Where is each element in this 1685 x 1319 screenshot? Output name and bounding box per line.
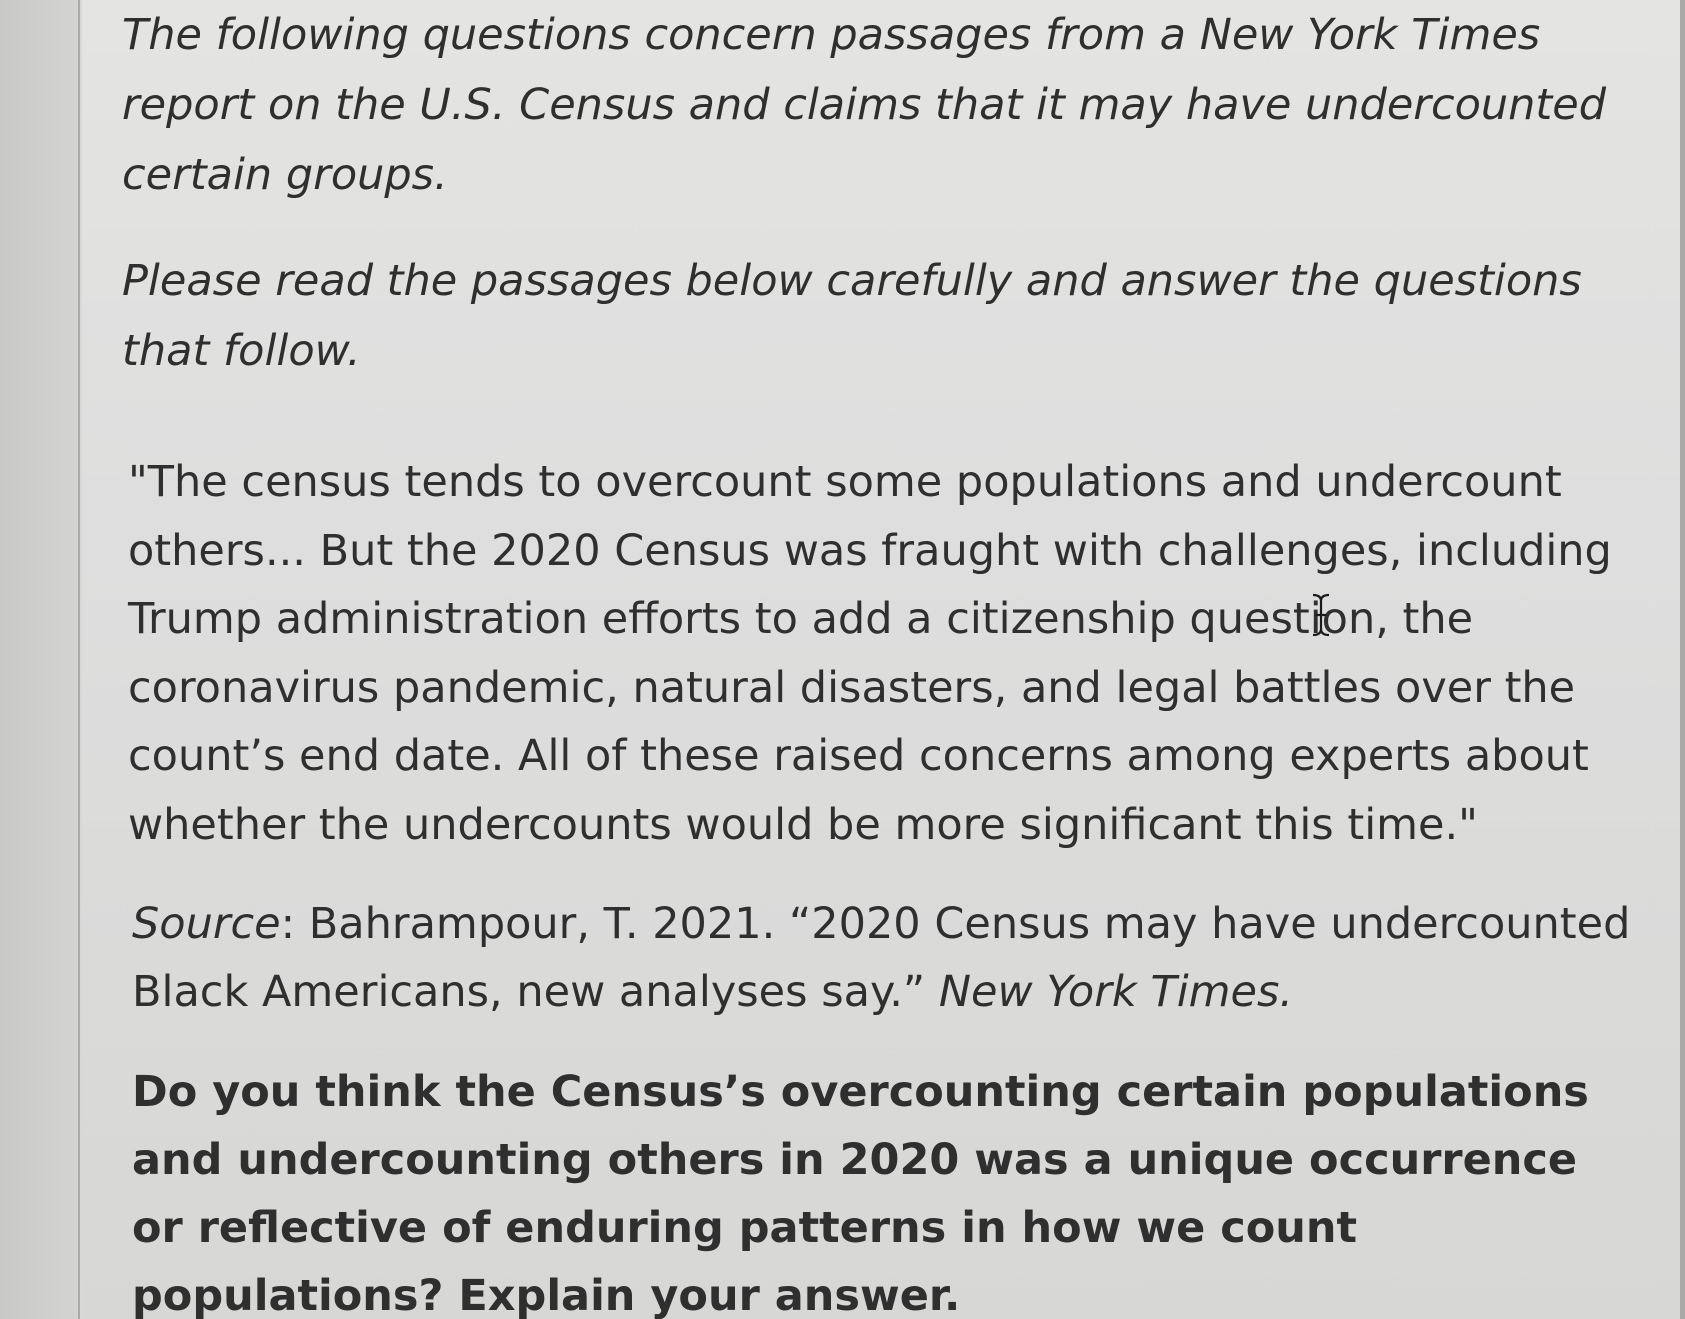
intro-text: The following questions concern passages from a New York Times report on the U.S. Census and claims that it may have undercounted certain groups. bbox=[122, 10, 1607, 200]
right-gutter bbox=[1680, 0, 1685, 1319]
question-content bbox=[122, 0, 1642, 1319]
source-citation: : Bahrampour, T. 2021. “2020 Census may have undercounted Black Americans, new analyses say.” bbox=[132, 899, 1631, 1017]
question-prompt: Do you think the Census’s overcounting certain populations and undercounting others in 2020 was a unique occurrence or reflective of enduring patterns in how we count populations? Explain your answer. bbox=[132, 1067, 1589, 1319]
passage-quote: "The census tends to overcount some populations and undercount others... But the 2020 Census was fraught with challenges, including Trump administration efforts to add a citizenship question, the coronavirus pandemic, natural disasters, and legal battles over the count’s end date. All of these raised concerns among experts about whether the undercounts would be more significant this time." bbox=[128, 457, 1612, 850]
question-panel bbox=[82, 0, 1680, 1319]
source-publication: New York Times. bbox=[938, 967, 1294, 1017]
instruction-text: Please read the passages below carefully and answer the questions that follow. bbox=[122, 256, 1582, 376]
text-cursor-icon bbox=[1310, 593, 1332, 637]
source-label: Source bbox=[132, 899, 281, 949]
passage-source bbox=[132, 890, 1632, 1026]
left-gutter bbox=[0, 0, 80, 1319]
